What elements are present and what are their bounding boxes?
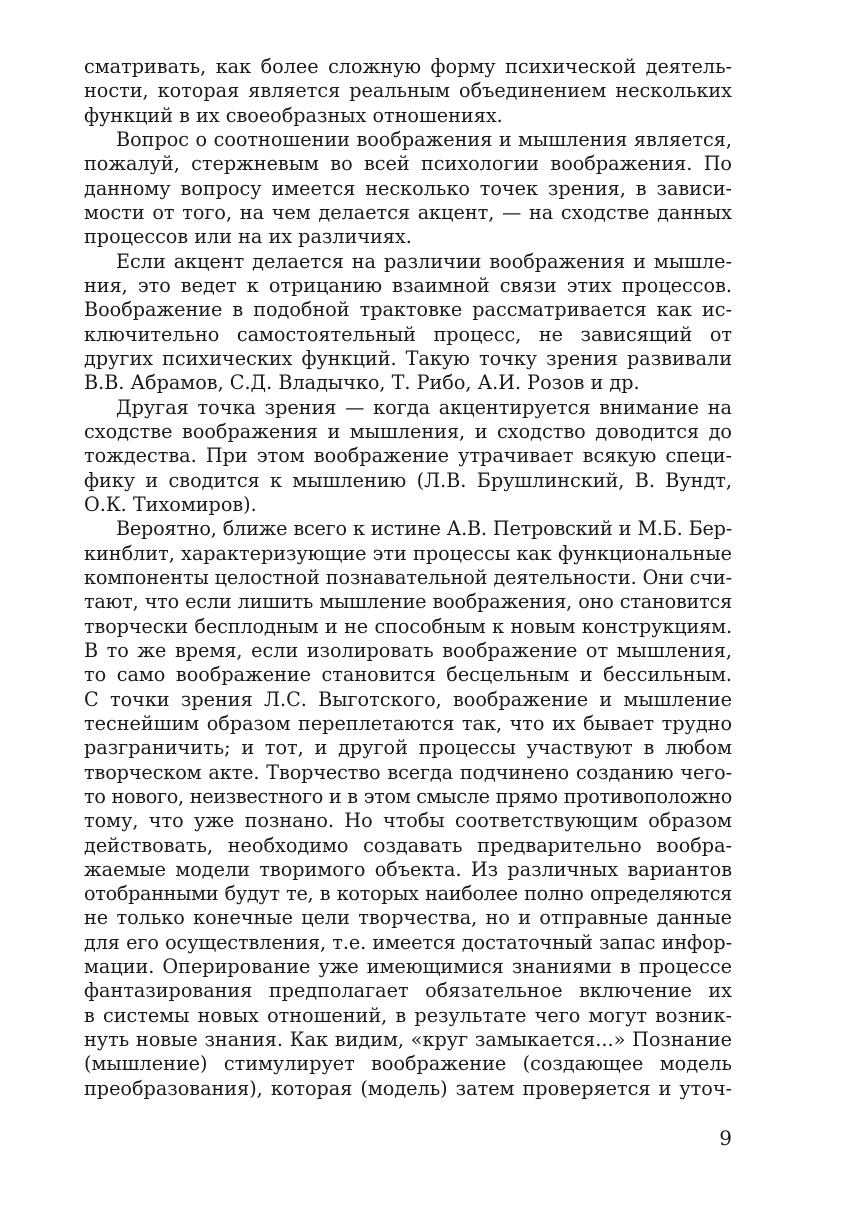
paragraph-5	[84, 517, 732, 1101]
text-line: (мышление) стимулирует воображение (создающее модель	[84, 1052, 732, 1076]
page-number: 9	[719, 1126, 732, 1150]
text-line: данному вопросу имеется несколько точек зрения, в зависи-	[84, 176, 732, 200]
text-line: то нового, неизвестного и в этом смысле прямо противоположно	[84, 784, 732, 808]
text-line: процессов или на их различиях.	[84, 225, 412, 249]
paragraph-1	[84, 55, 732, 128]
text-line: теснейшим образом переплетаются так, что их бывает трудно	[84, 711, 732, 735]
text-line: В то же время, если изолировать воображение от мышления,	[84, 638, 732, 662]
text-line: мации. Оперирование уже имеющимися знаниями в процессе	[84, 955, 732, 979]
paragraph-3	[84, 250, 732, 396]
text-line: для его осуществления, т.е. имеется достаточный запас инфор-	[84, 930, 732, 954]
text-line: разграничить; и тот, и другой процессы участвуют в любом	[84, 736, 732, 760]
text-line: отобранными будут те, в которых наиболее полно определяются	[84, 882, 732, 906]
text-line: С точки зрения Л.С. Выготского, воображение и мышление	[84, 687, 732, 711]
text-line: фику и сводится к мышлению (Л.В. Брушлинский, В. Вундт,	[84, 468, 732, 492]
text-line: тому, что уже познано. Но чтобы соответствующим образом	[84, 809, 732, 833]
text-line: преобразования), которая (модель) затем проверяется и уточ-	[84, 1076, 732, 1100]
text-line: Если акцент делается на различии воображения и мышле-	[116, 249, 732, 273]
paragraph-4	[84, 396, 732, 518]
text-line: О.К. Тихомиров).	[84, 492, 257, 516]
text-line: Вероятно, ближе всего к истине А.В. Петровский и М.Б. Бер-	[116, 517, 732, 541]
text-line: ния, это ведет к отрицанию взаимной связи этих процессов.	[84, 273, 732, 297]
text-line: В.В. Абрамов, С.Д. Владычко, Т. Рибо, А.И. Розов и др.	[84, 371, 640, 395]
text-line: функций в их своеобразных отношениях.	[84, 103, 503, 127]
paragraph-2	[84, 128, 732, 250]
text-line: сходстве воображения и мышления, и сходство доводится до	[84, 419, 732, 443]
text-line: в системы новых отношений, в результате чего могут возник-	[84, 1003, 732, 1027]
text-line: сматривать, как более сложную форму психической деятель-	[84, 55, 732, 78]
text-line: Вопрос о соотношении воображения и мышления является,	[116, 127, 732, 151]
text-line: компоненты целостной познавательной деятельности. Они счи-	[84, 565, 732, 589]
text-line: других психических функций. Такую точку зрения развивали	[84, 346, 732, 370]
text-line: ключительно самостоятельный процесс, не зависящий от	[84, 322, 732, 346]
text-line: творческом акте. Творчество всегда подчинено созданию чего-	[84, 760, 732, 784]
text-line: не только конечные цели творчества, но и отправные данные	[84, 906, 732, 930]
text-line: ности, которая является реальным объединением нескольких	[84, 79, 732, 103]
text-line: фантазирования предполагает обязательное включение их	[84, 979, 732, 1003]
text-line: жаемые модели творимого объекта. Из различных вариантов	[84, 857, 732, 881]
text-line: пожалуй, стержневым во всей психологии воображения. По	[84, 152, 732, 176]
page-body	[84, 55, 732, 1101]
text-line: творчески бесплодным и не способным к новым конструкциям.	[84, 614, 732, 638]
text-line: действовать, необходимо создавать предварительно вообра-	[84, 833, 732, 857]
text-line: то само воображение становится бесцельным и бессильным.	[84, 663, 732, 687]
text-line: мости от того, на чем делается акцент, — на сходстве данных	[84, 200, 732, 224]
text-line: Воображение в подобной трактовке рассматривается как ис-	[84, 298, 732, 322]
text-line: нуть новые знания. Как видим, «круг замыкается...» Познание	[84, 1028, 732, 1052]
text-line: тают, что если лишить мышление воображения, оно становится	[84, 590, 732, 614]
text-line: тождества. При этом воображение утрачивает всякую специ-	[84, 444, 732, 468]
text-line: Другая точка зрения — когда акцентируется внимание на	[116, 395, 732, 419]
text-line: кинблит, характеризующие эти процессы как функциональные	[84, 541, 732, 565]
